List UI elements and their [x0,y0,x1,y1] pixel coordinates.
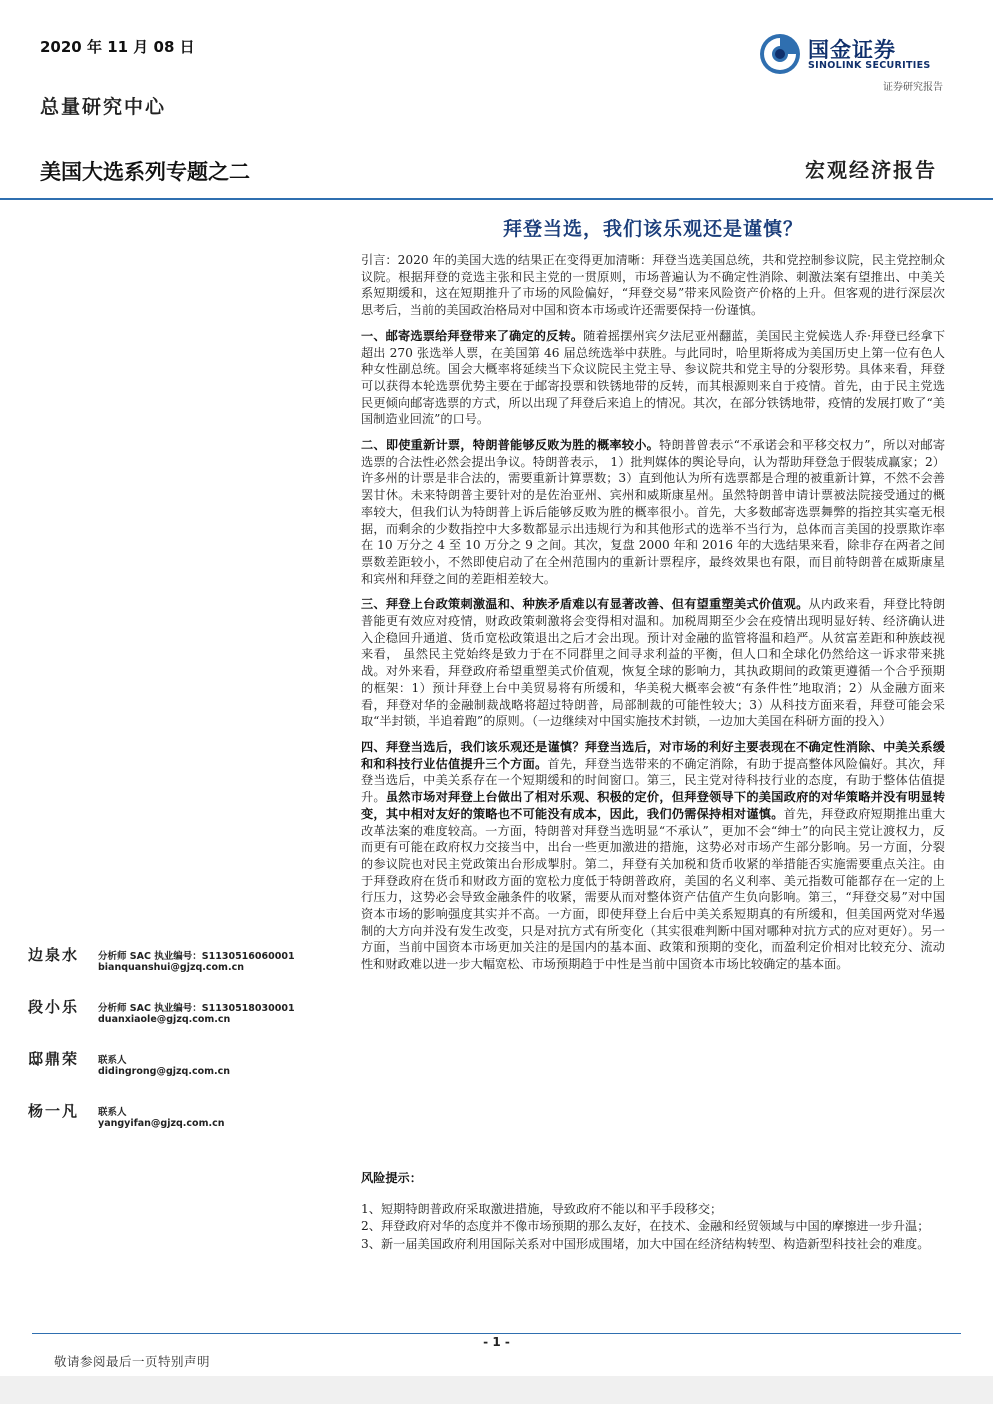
analyst-name: 边泉水 [28,946,80,964]
analyst-entry [28,992,328,1042]
footer-divider [32,1333,961,1334]
section-4-bold-b: 虽然市场对拜登上台做出了相对乐观、积极的定价，但拜登领导下的美国政府的对华策略并没有明显转变，其中相对友好的策略也不可能没有成本，因此，我们仍需保持相对谨慎。 [361,790,946,821]
section-1 [361,328,945,428]
report-date: 2020 年 11 月 08 日 [40,38,195,56]
risk-item: 1、短期特朗普政府采取激进措施，导致政府不能以和平手段移交； [361,1201,723,1216]
analyst-role: 分析师 SAC 执业编号：S1130516060001 [98,951,295,962]
section-2-text: 特朗普曾表示“不承诺会和平移交权力”，所以对邮寄选票的合法性必然会提出争议。特朗普表示， 1）批判媒体的舆论导向，认为帮助拜登急于假装成赢家；2）许多州的计票是非合法的，需要重新计算票数；3）直到他认为所有选票都是合理的被重新计算，不然不会善罢甘休。未来特朗普主要针对的是佐治亚州、宾州和威斯康星州。虽然特朗普申请计票被法院接受通过的概率较大，但我们认为特朗普上诉后能够反败为胜的概率很小。首先，大多数邮寄选票舞弊的指控其实毫无根据，而剩余的少数指控中大多数都显示出违规行为和其他形式的选举不当行为，总体而言美国的投票欺诈率在 10 万分之 4 至 10 万分之 9 之间。其次，复盘 2000 年和 2016 年的大选结果来看，除非存在两者之间票数差距较小，不然即使启动了在全州范围内的重新计票程序，最终效果也有限，而目前特朗普在威斯康星和宾州和拜登之间的差距相差较大。 [361,438,946,586]
header-divider [0,198,993,200]
page-number: - 1 - [483,1335,510,1349]
section-4-text-a: 首先，拜登当选带来的不确定消除，有助于提高整体风险偏好。其次，拜登当选后，中美关系存在一个短期缓和的时间窗口。第三，民主党对待科技行业的态度，有助于整体估值提升。 [361,756,946,805]
intro-text: 引言：2020 年的美国大选的结果正在变得更加清晰：拜登当选美国总统，共和党控制参议院，民主党控制众议院。根据拜登的竞选主张和民主党的一贯原则，市场普遍认为不确定性消除、刺激法案有望推出、中美关系短期缓和，这在短期推升了市场的风险偏好，“拜登交易”带来风险资产价格的上升。但客观的进行深层次思考后，当前的美国政治格局对中国和资本市场或许还需要保持一份谨慎。 [361,253,945,318]
sinolink-logo [758,32,944,76]
analyst-entry [28,940,328,990]
analyst-entry [28,1044,328,1094]
logo-english-text: SINOLINK SECURITIES [808,60,931,71]
section-1-heading: 一、邮寄选票给拜登带来了确定的反转。 [361,328,584,343]
analyst-name: 段小乐 [28,998,80,1016]
report-label: 证券研究报告 [883,82,943,93]
research-center-name: 总量研究中心 [40,96,167,118]
analyst-role: 联系人 [98,1107,127,1118]
analyst-email[interactable]: duanxiaole@gjzq.com.cn [98,1014,231,1025]
section-3-heading: 三、拜登上台政策刺激温和、种族矛盾难以有显著改善、但有望重塑美式价值观。 [361,597,809,612]
analyst-name: 邸鼎荣 [28,1050,80,1068]
analyst-role: 分析师 SAC 执业编号：S1130518030001 [98,1003,295,1014]
risk-item: 2、拜登政府对华的态度并不像市场预期的那么友好，在技术、金融和经贸领域与中国的摩擦进一步升温； [361,1219,930,1233]
analyst-email[interactable]: bianquanshui@gjzq.com.cn [98,962,244,973]
analyst-list [28,940,328,1148]
report-body [361,252,945,982]
analyst-email[interactable]: didingrong@gjzq.com.cn [98,1066,231,1077]
intro-paragraph [361,252,945,319]
section-4-heading: 四、拜登当选后，我们该乐观还是谨慎？拜登当选后，对市场的利好主要表现在不确定性消除、中美关系缓和和科技行业估值提升三个方面。 [361,739,945,771]
series-title: 美国大选系列专题之二 [40,160,250,184]
section-3-text: 从内政来看，拜登比特朗普能更有效应对疫情，财政政策刺激将会变得相对温和。加税周期至少会在疫情出现明显好转、经济确认进入企稳回升通道、货币宽松政策退出之后才会出现。预计对金融的监管将温和趋严。从贫富差距和种族歧视来看， 虽然民主党始终是致力于在不同群里之间寻求利益的平衡，但人口和全球化仍然给这一诉求带来挑战。对外来看，拜登政府希望重塑美式价值观，恢复全球的影响力，其执政期间的政策更遵循一个合乎预期的框架：1）预计拜登上台中美贸易将有所缓和，华美税大概率会被“有条件性”地取消；2）从金融方面来看，拜登对华的金融制裁战略将超过特朗普，局部制裁的可能性较大；3）从科技方面来看，拜登可能会采取“半封锁，半追着跑”的原则。（一边继续对中国实施技术封锁，一边加大美国在科研方面的投入） [361,597,946,729]
analyst-email[interactable]: yangyifan@gjzq.com.cn [98,1118,225,1129]
section-4 [361,739,945,973]
section-1-text: 随着摇摆州宾夕法尼亚州翻蓝，美国民主党候选人乔·拜登已经拿下超出 270 张选举人票，在美国第 46 届总统选举中获胜。与此同时，哈里斯将成为美国历史上第一位有色人种女性副总统。国会大概率将延续当下众议院民主党主导、参议院共和党主导的分裂形势。具体来看，拜登可以获得本轮选票优势主要在于邮寄投票和铁锈地带的反转，而其根源则来自于疫情。首先，由于民主党选民更倾向邮寄选票的方式，所以出现了拜登后来追上的情况。其次，在部分铁锈地带，疫情的发展打败了“美国制造业回流”的口号。 [361,328,946,427]
risk-section [361,1170,945,1253]
analyst-entry [28,1096,328,1146]
risk-item: 3、新一届美国政府利用国际关系对中国形成围堵，加大中国在经济结构转型、构造新型科技社会的难度。 [361,1236,930,1251]
report-type: 宏观经济报告 [805,158,937,182]
section-3 [361,596,945,730]
analyst-name: 杨一凡 [28,1102,80,1120]
section-2 [361,437,945,587]
logo-chinese-text: 国金证券 [808,38,896,62]
disclaimer-note: 敬请参阅最后一页特别声明 [54,1354,211,1369]
sinolink-logo-icon [758,32,802,76]
analyst-role: 联系人 [98,1055,127,1066]
footer-band [0,1376,993,1404]
report-headline: 拜登当选，我们该乐观还是谨慎？ [502,218,803,240]
risk-title: 风险提示： [361,1171,422,1185]
section-4-text-c: 首先，拜登政府短期推出重大改革法案的难度较高。一方面，特朗普对拜登当选明显“不承认”，更加不会“绅士”的向民主党让渡权力，反而更有可能在政府权力交接当中，出台一些更加激进的措施，这势必对市场产生部分影响。另一方面，分裂的参议院也对民主党政策出台形成掣肘。第二，拜登有关加税和货币收紧的举措能否实施需要重点关注。由于拜登政府在货币和财政方面的宽松力度低于特朗普政府，美国的名义利率、美元指数可能都存在一定的上行压力，这势必会导致金融条件的收紧，需要从而对整体资产估值产生负向影响。第三，“拜登交易”对中国资本市场的影响强度其实并不高。一方面，即使拜登上台后中美关系短期真的有所缓和，但美国两党对华遏制的大方向并没有发生改变，只是对抗方式有所变化（其实很难判断中国对哪种对抗方式的应对更好）。另一方面，当前中国资本市场更加关注的是国内的基本面、政策和预期的变化，而盈利定价相对比较充分、流动性和财政难以进一步大幅宽松、市场预期趋于中性是当前中国资本市场比较确定的基本面。 [361,806,946,972]
section-2-heading: 二、即使重新计票，特朗普能够反败为胜的概率较小。 [361,438,660,453]
